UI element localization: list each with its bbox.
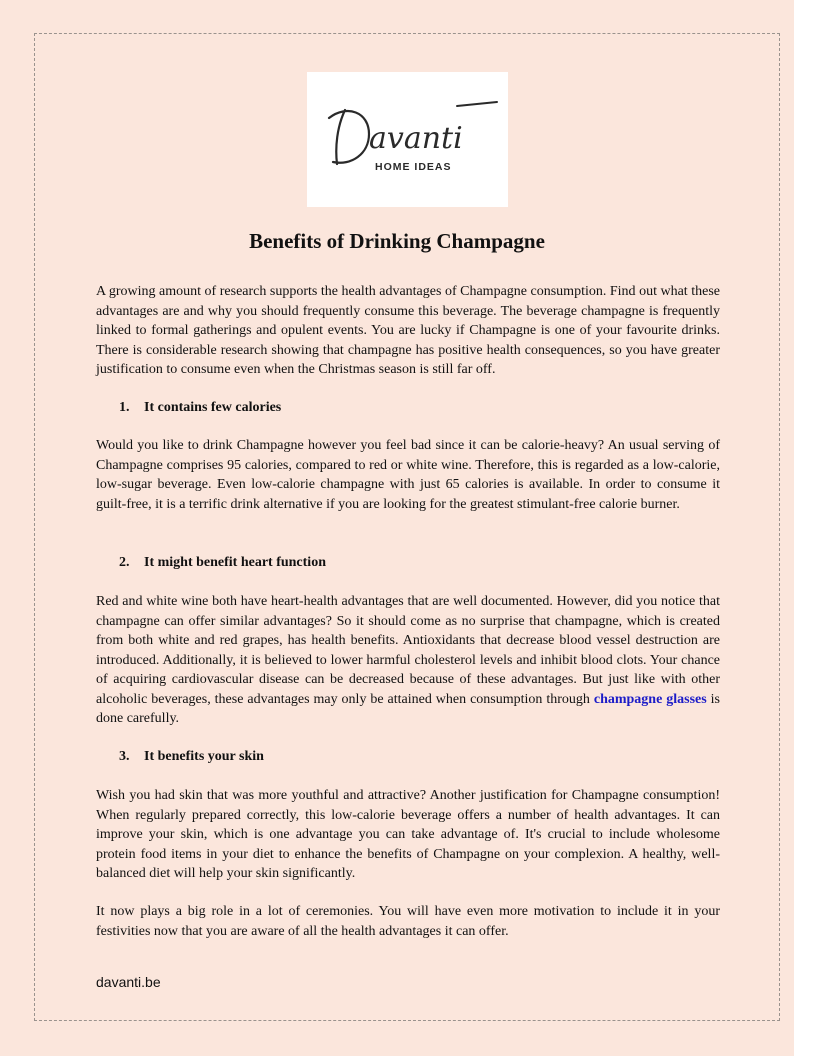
section-number: 3.	[119, 749, 130, 764]
section-heading-text: It contains few calories	[144, 400, 282, 415]
section-body-2	[96, 592, 720, 729]
section-heading-text: It benefits your skin	[144, 749, 264, 764]
intro-paragraph: A growing amount of research supports the health advantages of Champagne consumption. Find out what these advantages are and why you should frequently consume this beverage. The beverage champagne is frequently linked to formal gatherings and opulent events. You are lucky if Champagne is one of your favourite drinks. There is considerable research showing that champagne has positive health consequences, so you have greater justification to consume even when the Christmas season is still far off.	[96, 284, 720, 377]
page-title: Benefits of Drinking Champagne	[249, 229, 545, 253]
section-heading-3	[119, 747, 264, 767]
closing-paragraph: It now plays a big role in a lot of ceremonies. You will have even more motivation to include it in your festivities now that you are aware of all the health advantages it can offer.	[96, 904, 720, 939]
section-body-3: Wish you had skin that was more youthful and attractive? Another justification for Champagne consumption! When regularly prepared correctly, this low-calorie beverage offers a number of health advantages. It can improve your skin, which is one advantage you can take advantage of. It's crucial to include wholesome protein food items in your diet to enhance the benefits of Champagne on your complexion. A healthy, well-balanced diet will help your skin significantly.	[96, 788, 720, 881]
footer-url[interactable]: davanti.be	[96, 974, 161, 990]
section-number: 1.	[119, 400, 130, 415]
section-body-text-end: is done carefully.	[96, 691, 720, 726]
logo-tagline: HOME IDEAS	[375, 161, 452, 173]
section-number: 2.	[119, 555, 130, 570]
section-heading-2	[119, 553, 326, 573]
logo-wordmark: avanti	[369, 121, 463, 156]
logo-graphic	[307, 72, 508, 207]
section-heading-1	[119, 398, 281, 418]
davanti-logo	[307, 72, 508, 207]
champagne-glasses-link[interactable]: champagne glasses	[593, 691, 707, 707]
section-body-text: Red and white wine both have heart-health advantages that are well documented. However, did you notice that champagne can offer similar advantages? So it should come as no surprise that champagne, which is created from both white and red grapes, has health benefits. Antioxidants that decrease blood vessel destruction are introduced. Additionally, it is believed to lower harmful cholesterol levels and inhibit blood clots. Your chance of acquiring cardiovascular disease can be decreased because of these advantages. But just like with other alcoholic beverages, these advantages may only be attained when consumption through	[96, 594, 720, 707]
section-body-1: Would you like to drink Champagne however you feel bad since it can be calorie-heavy? An usual serving of Champagne comprises 95 calories, compared to red or white wine. Therefore, this is regarded as a low-calorie, low-sugar beverage. Even low-calorie champagne with just 65 calories is available. In order to consume it guilt-free, it is a terrific drink alternative if you are looking for the greatest stimulant-free calorie burner.	[96, 438, 720, 512]
section-heading-text: It might benefit heart function	[144, 555, 326, 570]
